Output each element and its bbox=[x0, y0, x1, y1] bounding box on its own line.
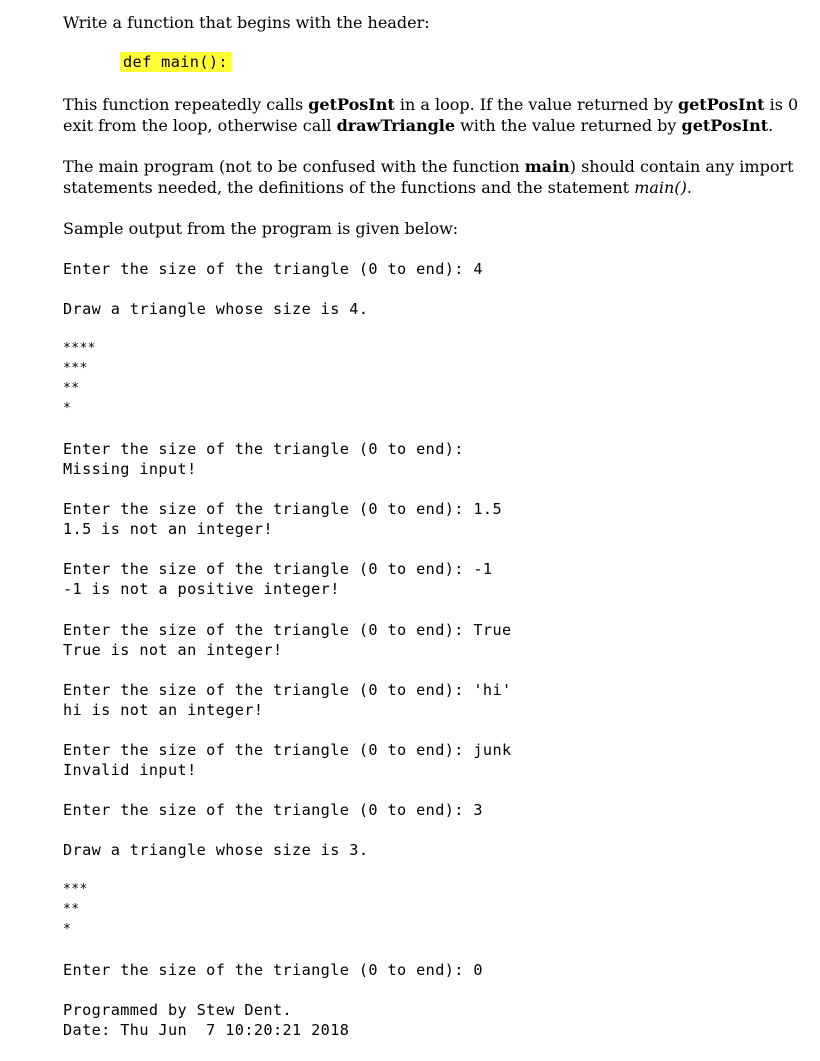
para1-text-6: . bbox=[768, 116, 774, 135]
para1-bold-2: getPosInt bbox=[677, 95, 765, 114]
para1-text-2: in a loop. If the value returned by bbox=[394, 95, 678, 114]
triangle-2-row-1: *** bbox=[63, 882, 88, 897]
triangle-2-row-3: * bbox=[63, 922, 72, 937]
para1-text-5: with the value returned by bbox=[455, 116, 682, 135]
output-line-3b: Missing input! bbox=[63, 460, 197, 478]
para2-bold-1: main bbox=[524, 157, 570, 176]
output-line-12b: Date: Thu Jun 7 10:20:21 2018 bbox=[63, 1021, 350, 1039]
output-line-7b: hi is not an integer! bbox=[63, 701, 264, 719]
para2-text-2: ) should contain any import bbox=[569, 157, 794, 176]
triangle-2-row-2: ** bbox=[63, 902, 80, 917]
output-line-8b: Invalid input! bbox=[63, 761, 197, 779]
output-line-10: Draw a triangle whose size is 3. bbox=[63, 841, 369, 859]
output-line-5b: -1 is not a positive integer! bbox=[63, 580, 340, 598]
triangle-1-row-4: * bbox=[63, 401, 72, 416]
para1-bold-3: drawTriangle bbox=[336, 116, 456, 135]
output-line-2: Draw a triangle whose size is 4. bbox=[63, 300, 369, 318]
para2-italic-1: main() bbox=[634, 178, 687, 197]
output-line-5a: Enter the size of the triangle (0 to end): -1 bbox=[63, 560, 493, 578]
para2-text-3: statements needed, the definitions of the functions and the statement bbox=[63, 178, 635, 197]
para2-text-4: . bbox=[686, 178, 692, 197]
paragraph-getposint bbox=[63, 94, 798, 136]
para2-text-1: The main program (not to be confused with the function bbox=[63, 157, 525, 176]
output-line-4a: Enter the size of the triangle (0 to end): 1.5 bbox=[63, 500, 503, 518]
output-line-7a: Enter the size of the triangle (0 to end): 'hi' bbox=[63, 681, 512, 699]
triangle-1-row-3: ** bbox=[63, 381, 80, 396]
paragraph-main-program bbox=[63, 156, 794, 198]
para1-bold-1: getPosInt bbox=[308, 95, 395, 114]
output-line-9: Enter the size of the triangle (0 to end): 3 bbox=[63, 801, 483, 819]
output-line-12a: Programmed by Stew Dent. bbox=[63, 1001, 293, 1019]
triangle-1-row-2: *** bbox=[63, 361, 88, 376]
output-line-6b: True is not an integer! bbox=[63, 641, 283, 659]
output-line-3a: Enter the size of the triangle (0 to end): bbox=[63, 440, 464, 458]
output-line-4b: 1.5 is not an integer! bbox=[63, 520, 273, 538]
triangle-1-row-1: **** bbox=[63, 341, 96, 356]
output-line-11: Enter the size of the triangle (0 to end): 0 bbox=[63, 961, 483, 979]
intro-text: Write a function that begins with the header: bbox=[63, 13, 430, 32]
para1-bold-4: getPosInt bbox=[681, 116, 769, 135]
output-line-8a: Enter the size of the triangle (0 to end): junk bbox=[63, 741, 512, 759]
output-line-6a: Enter the size of the triangle (0 to end): True bbox=[63, 621, 512, 639]
para1-text-4: exit from the loop, otherwise call bbox=[63, 116, 337, 135]
header-code: def main(): bbox=[120, 52, 231, 72]
para1-text-3: is 0 bbox=[764, 95, 799, 114]
sample-output-heading: Sample output from the program is given below: bbox=[63, 219, 459, 238]
output-line-1: Enter the size of the triangle (0 to end): 4 bbox=[63, 260, 483, 278]
para1-text-1: This function repeatedly calls bbox=[63, 95, 309, 114]
